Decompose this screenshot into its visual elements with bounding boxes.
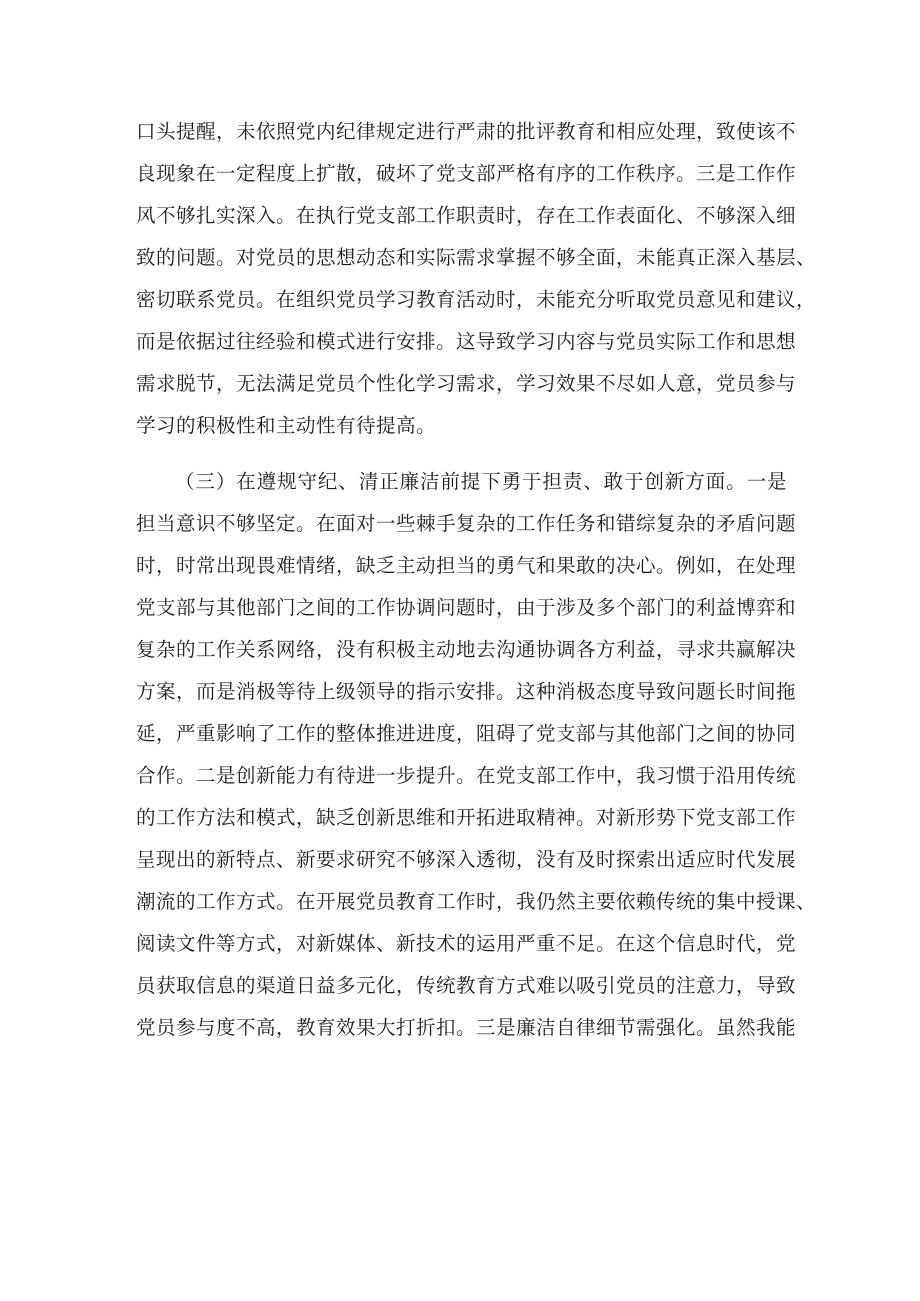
document-body [136,111,817,1049]
paragraph-gap [136,447,787,461]
text-line: 党员参与度不高，教育效果大打折扣。三是廉洁自律细节需强化。虽然我能 [136,1016,797,1039]
text-line: 复杂的工作关系网络，没有积极主动地去沟通协调各方利益，寻求共赢解决 [136,638,797,661]
text-line: 口头提醒，未依照党内纪律规定进行严肃的批评教育和相应处理，致使该不 [136,120,797,143]
text-line: 阅读文件等方式，对新媒体、新技术的运用严重不足。在这个信息时代，党 [136,932,797,955]
text-line: 致的问题。对党员的思想动态和实际需求掌握不够全面，未能真正深入基层、 [136,246,817,269]
text-line: 潮流的工作方式。在开展党员教育工作时，我仍然主要依赖传统的集中授课、 [136,890,817,913]
text-line: 合作。二是创新能力有待进一步提升。在党支部工作中，我习惯于沿用传统 [136,764,797,787]
text-line: 风不够扎实深入。在执行党支部工作职责时，存在工作表面化、不够深入细 [136,204,797,227]
text-line: 的工作方法和模式，缺乏创新思维和开拓进取精神。对新形势下党支部工作 [136,806,797,829]
text-line: 良现象在一定程度上扩散，破坏了党支部严格有序的工作秩序。三是工作作 [136,162,797,185]
text-line: 党支部与其他部门之间的工作协调问题时，由于涉及多个部门的利益博弈和 [136,596,797,619]
text-line: 呈现出的新特点、新要求研究不够深入透彻，没有及时探索出适应时代发展 [136,848,797,871]
text-line: 员获取信息的渠道日益多元化，传统教育方式难以吸引党员的注意力，导致 [136,974,797,997]
text-line: 密切联系党员。在组织党员学习教育活动时，未能充分听取党员意见和建议， [136,288,817,311]
paragraph-2 [136,461,817,1049]
text-line: 方案，而是消极等待上级领导的指示安排。这种消极态度导致问题长时间拖 [136,680,797,703]
text-line: 需求脱节，无法满足党员个性化学习需求，学习效果不尽如人意，党员参与 [136,372,797,395]
text-line: 而是依据过往经验和模式进行安排。这导致学习内容与党员实际工作和思想 [136,330,797,353]
text-line: 担当意识不够坚定。在面对一些棘手复杂的工作任务和错综复杂的矛盾问题 [136,512,797,535]
text-line: 延，严重影响了工作的整体推进进度，阻碍了党支部与其他部门之间的协同 [136,722,797,745]
text-line: 时，时常出现畏难情绪，缺乏主动担当的勇气和果敢的决心。例如，在处理 [136,554,797,577]
text-line: 学习的积极性和主动性有待提高。 [136,414,437,437]
paragraph-1 [136,111,817,447]
text-line: （三）在遵规守纪、清正廉洁前提下勇于担责、敢于创新方面。一是 [175,470,787,493]
